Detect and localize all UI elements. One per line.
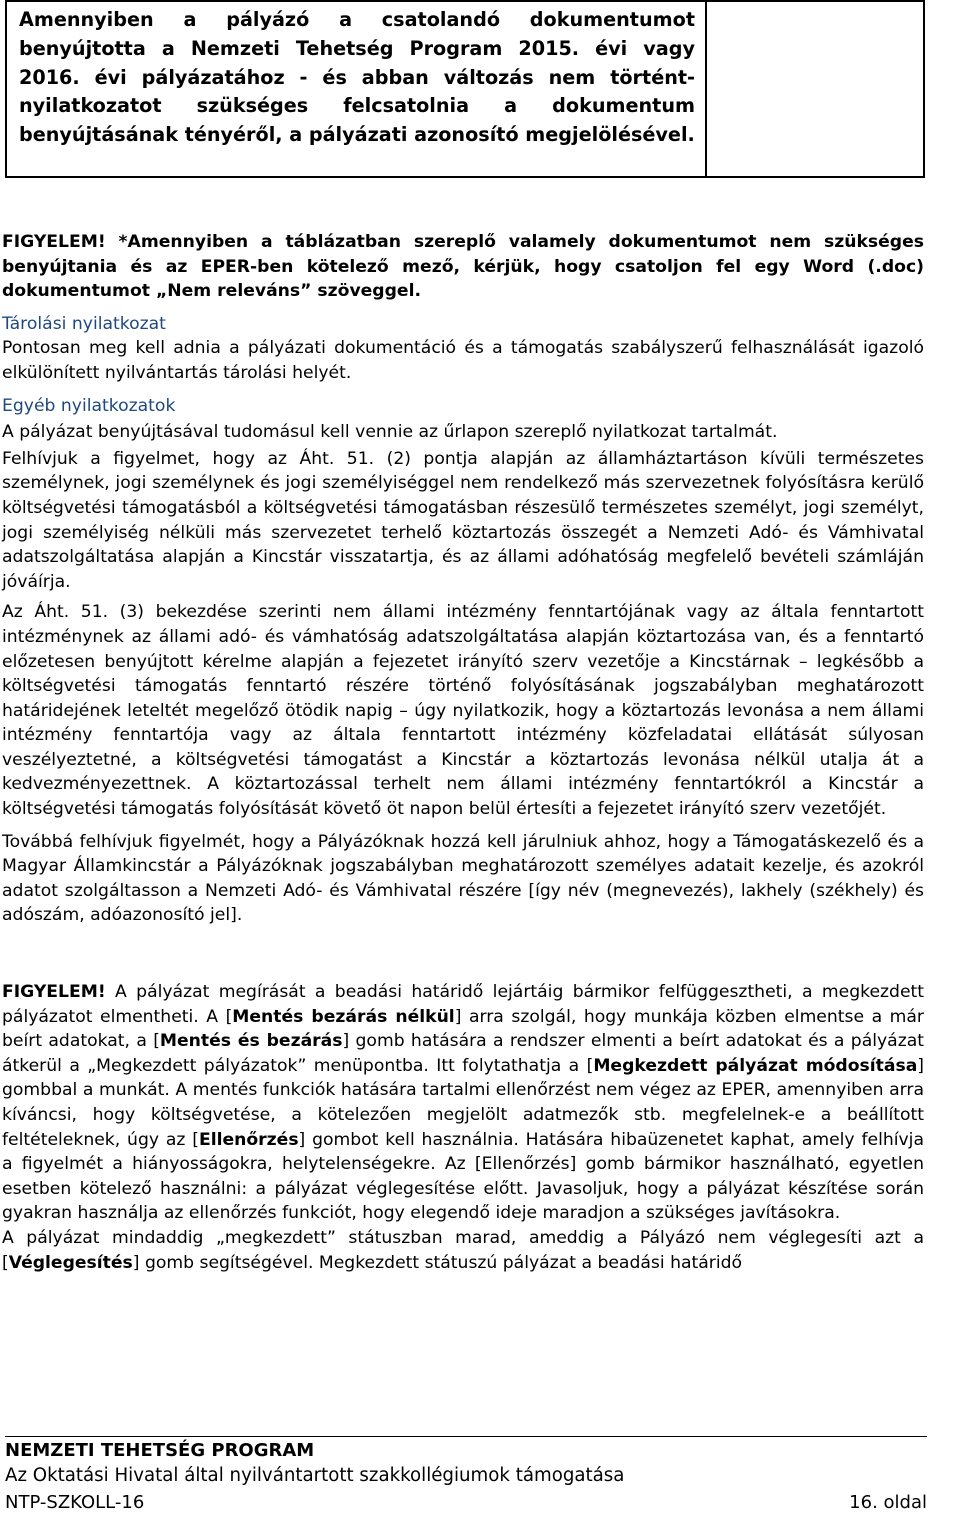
finalize-text-2: ] gomb segítségével. Megkezdett státuszú pályázat a beadási határidő [132,1252,743,1273]
modify-application-label: Megkezdett pályázat módosítása [593,1055,918,1076]
footer-code: NTP-SZKOLL-16 [5,1492,145,1513]
warning2-text-3: ] gomb hatására a rendszer elmenti a beírt adatokat és a pályázat átkerül a „Megkezdett pályázatok” menüpontba. Itt folytathatja a [ [2,1031,925,1076]
footer-rule [5,1436,927,1437]
other-paragraph-4: Továbbá felhívjuk figyelmét, hogy a Pályázóknak hozzá kell járulniuk ahhoz, hogy a Támogatáskezelő és a Magyar Államkincstár a Pályázóknak jogszabályban meghatározott személyes adatait kezelje, és azokról adatot szolgáltasson a Nemzeti Adó- és Vámhivatal részére [így név (megnevezés), lakhely (székhely) és adószám, adóazonosító jel]. [2,831,924,926]
save-and-close-label: Mentés és bezárás [159,1031,343,1052]
finalize-text-1: A pályázat mindaddig „megkezdett” státuszban marad, ameddig a Pályázó nem véglegesíti azt a [ [2,1227,924,1273]
other-paragraph-3: Az Áht. 51. (3) bekezdése szerinti nem állami intézmény fenntartójának vagy az általa fenntartott intézménynek az állami adó- és vámhatóság adatszolgáltatása alapján köztartozása van, és a fenntartó előzetesen benyújtott kérelme alapján a fejezetet irányító szerv vezetője a Kincstárnak – legkésőbb a költségvetési támogatás fenntartó részére történő folyósításának jogszabályban meghatározott határidejének leteltét megelőző ötödik napig – úgy nyilatkozik, hogy a köztartozás levonása a nem állami intézmény fenntartója vagy az általa fenntartott intézmény közfeladatai ellátását súlyosan veszélyeztetné, a költségvetési támogatást a Kincstár a köztartozás levonása nélkül utalja át a kedvezményezettnek. A köztartozással terhelt nem állami intézmény fenntartókról a Kincstár a költségvetési támogatás folyósítását követő öt napon belül értesíti a fejezetet irányító szerv vezetőjét. [2,602,924,820]
notice-table [5,0,925,178]
save-without-close-label: Mentés bezárás nélkül [232,1006,455,1027]
finalize-label: Véglegesítés [8,1252,133,1273]
notice-cell [7,2,707,176]
warning2-text-1: A pályázat megírását a beadási határidő lejártáig bármikor felfüggesztheti, a megkezdett pályázatot elmentheti. A [ [2,982,924,1027]
other-statements-heading: Egyéb nyilatkozatok [2,395,176,416]
warning-lead: FIGYELEM! [2,232,106,252]
check-label: Ellenőrzés [198,1129,299,1150]
notice-text: Amennyiben a pályázó a csatolandó dokumentumot benyújtotta a Nemzeti Tehetség Program 2015. évi vagy 2016. évi pályázatához - és abban változás nem történt-nyilatkozatot szükséges felcsatolnia a dokumentum benyújtásának tényéről, a pályázati azonosító megjelölésével. [19,8,695,147]
warning2-text-2: ] arra szolgál, hogy munkája közben elmentse a már beírt adatokat, a [ [2,1006,924,1052]
page-number: 16. oldal [849,1492,927,1513]
warning2-text-5: ] gombot kell használnia. Hatására hibaüzenetet kaphat, amely felhívja a figyelmét a hiányosságokra, helytelenségekre. Az [Ellenőrzés] gomb bármikor használható, egyetlen esetben kötelező használni: a pályázat véglegesítése előtt. Javasoljuk, hogy a pályázat készítése során gyakran használja az ellenőrzés funkciót, hogy elegendő ideje maradjon a szükséges javításokra. [2,1129,924,1224]
footer-program: NEMZETI TEHETSÉG PROGRAM [5,1440,315,1461]
document-body [2,230,924,1275]
storage-text: Pontosan meg kell adnia a pályázati dokumentáció és a támogatás szabályszerű felhasználását igazoló elkülönített nyilvántartás tárolási helyét. [2,338,924,383]
finalize-paragraph [2,1226,924,1275]
warning2-lead: FIGYELEM! [2,982,106,1003]
warning-paragraph-2 [2,980,924,1226]
other-paragraph-1: A pályázat benyújtásával tudomásul kell vennie az űrlapon szereplő nyilatkozat tartalmát. [2,422,778,443]
warning-text: *Amennyiben a táblázatban szereplő valamely dokumentumot nem szükséges benyújtania és az EPER-ben kötelező mező, kérjük, hogy csatoljon fel egy Word (.doc) dokumentumot „Nem releváns” szöveggel. [2,232,924,302]
warning2-text-4: ] gombbal a munkát. A mentés funkciók hatására tartalmi ellenőrzést nem végez az EPER, amennyiben arra kíváncsi, hogy költségvetése, a kötelezően megjelölt adatmezők stb. megfelelnek-e a beállított feltételeknek, úgy az [ [2,1055,925,1150]
storage-heading: Tárolási nyilatkozat [2,313,166,334]
footer-subtitle: Az Oktatási Hivatal által nyilvántartott szakkollégiumok támogatása [5,1465,625,1486]
warning-paragraph-1 [2,230,924,304]
other-paragraph-2: Felhívjuk a figyelmet, hogy az Áht. 51. (2) pontja alapján az államháztartáson kívüli természetes személynek, jogi személynek és jogi személyiséggel nem rendelkező más szervezetnek folyósításra kerülő költségvetési támogatásból a költségvetési támogatásban részesülő természetes személyt, jogi személyt, jogi személyiség nélküli más szervezetet terhelő köztartozás összegét a Nemzeti Adó- és Vámhivatal adatszolgáltatása alapján a Kincstár visszatartja, és az állami adóhatóság megfelelő bevételi számláján jóváírja. [2,448,924,592]
